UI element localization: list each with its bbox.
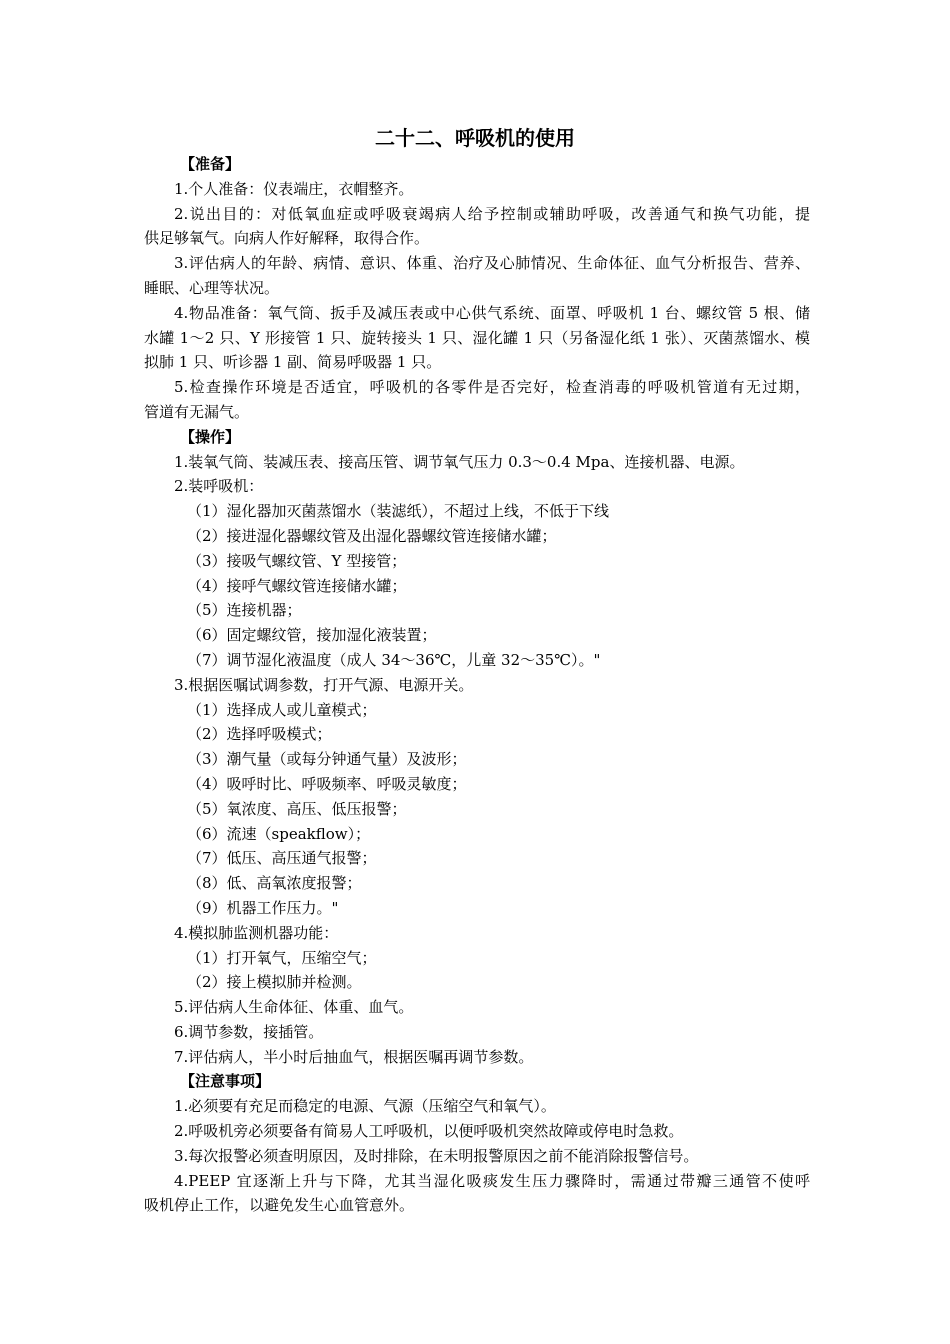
text-line: （5）氧浓度、高压、低压报警；: [187, 799, 407, 818]
text-line: 水罐 1～2 只、Y 形接管 1 只、旋转接头 1 只、湿化罐 1 只（另备湿化纸 1 张）、灭菌蒸馏水、模: [144, 328, 810, 347]
text-line: 4.PEEP 宜逐渐上升与下降，尤其当湿化吸痰发生压力骤降时，需通过带瓣三通管不使呼: [174, 1171, 810, 1190]
text-line: 2.装呼吸机：: [174, 477, 264, 496]
text-line: 拟肺 1 只、听诊器 1 副、简易呼吸器 1 只。: [144, 353, 442, 372]
text-line: 4.物品准备：氧气筒、扳手及减压表或中心供气系统、面罩、呼吸机 1 台、螺纹管 5 根、储: [174, 303, 810, 322]
text-line: 供足够氧气。向病人作好解释，取得合作。: [144, 229, 430, 248]
text-line: 睡眠、心理等状况。: [144, 278, 280, 297]
text-line: （2）接进湿化器螺纹管及出湿化器螺纹管连接储水罐；: [187, 526, 557, 545]
text-line: （7）低压、高压通气报警；: [187, 849, 377, 868]
text-line: （9）机器工作压力。": [187, 898, 339, 917]
text-line: （3）接吸气螺纹管、Y 型接管；: [187, 551, 407, 570]
text-line: （1）湿化器加灭菌蒸馏水（装滤纸），不超过上线，不低于下线: [187, 502, 610, 521]
text-line: 2.呼吸机旁必须要备有简易人工呼吸机，以便呼吸机突然故障或停电时急救。: [174, 1122, 684, 1141]
text-line: （6）固定螺纹管，接加湿化液装置；: [187, 626, 437, 645]
text-line: 5.评估病人生命体征、体重、血气。: [174, 998, 414, 1017]
text-line: 6.调节参数，接插管。: [174, 1022, 324, 1041]
section-heading: 【操作】: [180, 427, 241, 446]
text-line: 3.根据医嘱试调参数，打开气源、电源开关。: [174, 675, 474, 694]
text-line: （3）潮气量（或每分钟通气量）及波形；: [187, 750, 467, 769]
text-line: （7）调节湿化液温度（成人 34～36℃，儿童 32～35℃）。": [187, 650, 601, 669]
text-line: 1.个人准备：仪表端庄，衣帽整齐。: [174, 179, 414, 198]
text-line: （1）打开氧气，压缩空气；: [187, 948, 377, 967]
text-line: 2.说出目的：对低氧血症或呼吸衰竭病人给予控制或辅助呼吸，改善通气和换气功能，提: [174, 204, 810, 223]
text-line: （8）低、高氧浓度报警；: [187, 874, 362, 893]
text-line: 3.每次报警必须查明原因，及时排除，在未明报警原因之前不能消除报警信号。: [174, 1146, 699, 1165]
text-line: 7.评估病人，半小时后抽血气，根据医嘱再调节参数。: [174, 1047, 534, 1066]
text-line: 吸机停止工作，以避免发生心血管意外。: [144, 1196, 415, 1215]
text-line: （2）接上模拟肺并检测。: [187, 973, 362, 992]
page-title: 二十二、呼吸机的使用: [375, 126, 575, 150]
section-heading: 【准备】: [180, 155, 241, 173]
text-line: （4）吸呼时比、呼吸频率、呼吸灵敏度；: [187, 774, 467, 793]
text-line: （1）选择成人或儿童模式；: [187, 700, 377, 719]
text-line: 1.必须要有充足而稳定的电源、气源（压缩空气和氧气）。: [174, 1097, 556, 1116]
text-line: 管道有无漏气。: [144, 402, 250, 421]
text-line: 3.评估病人的年龄、病情、意识、体重、治疗及心肺情况、生命体征、血气分析报告、营养、: [174, 254, 810, 273]
text-line: （4）接呼气螺纹管连接储水罐；: [187, 576, 407, 595]
text-line: （2）选择呼吸模式；: [187, 725, 332, 744]
text-line: （5）连接机器；: [187, 601, 302, 620]
text-line: 5.检查操作环境是否适宜，呼吸机的各零件是否完好，检查消毒的呼吸机管道有无过期，: [174, 378, 810, 397]
text-line: 1.装氧气筒、装减压表、接高压管、调节氧气压力 0.3～0.4 Mpa、连接机器、电源。: [174, 452, 745, 471]
document-body: [144, 152, 810, 1218]
text-line: （6）流速（speakflow）；: [187, 824, 371, 843]
text-line: 4.模拟肺监测机器功能：: [174, 923, 339, 942]
section-heading: 【注意事项】: [180, 1072, 271, 1091]
